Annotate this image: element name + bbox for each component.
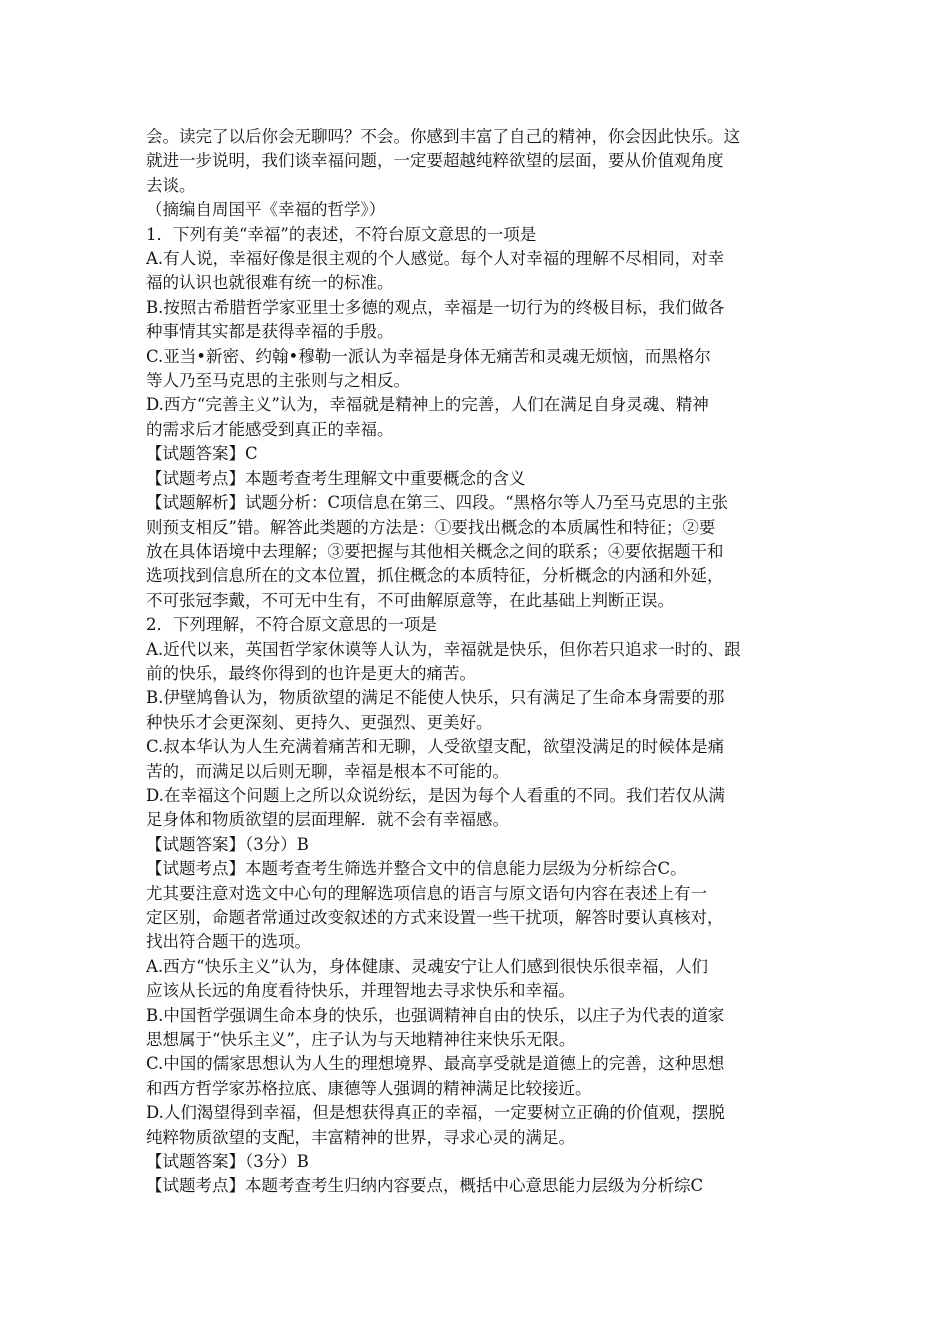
question-3-option-d: 纯粹物质欲望的支配，丰富精神的世界，寻求心灵的满足。: [146, 1127, 575, 1147]
document-body: [146, 125, 812, 1199]
question-1-analysis: 选项找到信息所在的文本位置，抓住概念的本质特征，分析概念的内涵和外延，: [146, 566, 724, 586]
question-1-analysis: 不可张冠李戴，不可无中生有，不可曲解原意等，在此基础上判断正误。: [146, 590, 674, 610]
question-1-option-d: 的需求后才能感受到真正的幸福。: [146, 419, 394, 439]
text-line: 会。读完了以后你会无聊吗？不会。你感到丰富了自己的精神，你会因此快乐。这: [146, 127, 740, 146]
question-3-option-c: 和西方哲学家苏格拉底、康德等人强调的精神满足比较接近。: [146, 1078, 592, 1098]
question-1-option-c: C.亚当•新密、约翰•穆勒一派认为幸福是身体无痛苦和灵魂无烦恼，而黑格尔: [146, 346, 711, 366]
source-citation: （摘编自周国平《幸福的哲学》）: [146, 200, 386, 220]
text-line: 就进一步说明，我们谈幸福问题，一定要超越纯粹欲望的层面，要从价值观角度: [146, 151, 724, 171]
question-2-option-b: B.伊壁鸠鲁认为，物质欲望的满足不能使人快乐，只有满足了生命本身需要的那: [146, 688, 725, 708]
question-1-analysis: 放在具体语境中去理解；③要把握与其他相关概念之间的联系；④要依据题干和: [146, 541, 724, 561]
question-1-analysis: 则预支相反”错。解答此类题的方法是：①要找出概念的本质属性和特征；②要: [146, 517, 716, 537]
question-2-analysis: 定区别，命题者常通过改变叙述的方式来设置一些干扰项，解答时要认真核对，: [146, 908, 724, 927]
question-3-answer: 【试题答案】（3分）B: [146, 1152, 309, 1172]
question-1-answer: 【试题答案】C: [146, 444, 258, 464]
question-3-topic: 【试题考点】本题考查考生归纳内容要点，概括中心意思能力层级为分析综C: [146, 1176, 704, 1196]
question-1-option-b: 种事情其实都是获得幸福的手殷。: [146, 322, 394, 342]
question-2-analysis: 找出符合题干的选项。: [146, 932, 311, 952]
question-2-option-c: C.叔本华认为人生充满着痛苦和无聊，人受欲望支配，欲望没满足的时候体是痛: [146, 737, 725, 757]
question-2-option-d: D.在幸福这个问题上之所以众说纷纭，是因为每个人看重的不同。我们若仅从满: [146, 785, 725, 805]
question-1-option-a: A.有人说，幸福好像是很主观的个人感觉。每个人对幸福的理解不尽相同，对幸: [146, 249, 725, 269]
question-2-option-a: 前的快乐，最终你得到的也许是更大的痛苦。: [146, 663, 476, 683]
question-3-option-b: 思想属于“快乐主义”，庄子认为与天地精神往来快乐无限。: [146, 1030, 576, 1050]
question-2-stem: 2．下列理解，不符合原文意思的一项是: [146, 615, 437, 635]
question-2-option-c: 苦的，而满足以后则无聊，幸福是根本不可能的。: [146, 761, 509, 781]
question-2-topic: 【试题考点】本题考查考生筛选并整合文中的信息能力层级为分析综合C。: [146, 859, 687, 879]
question-2-option-d: 足身体和物质欲望的层面理解．就不会有幸福感。: [146, 810, 509, 830]
question-3-option-b: B.中国哲学强调生命本身的快乐，也强调精神自由的快乐，以庄子为代表的道家: [146, 1005, 725, 1025]
question-2-option-b: 种快乐才会更深刻、更持久、更强烈、更美好。: [146, 712, 493, 732]
question-3-option-c: C.中国的儒家思想认为人生的理想境界、最高享受就是道德上的完善，这种思想: [146, 1054, 725, 1074]
question-1-option-b: B.按照古希腊哲学家亚里士多德的观点，幸福是一切行为的终极目标，我们做各: [146, 297, 725, 317]
question-1-option-c: 等人乃至马克思的主张则与之相反。: [146, 371, 410, 391]
question-3-option-a: A.西方“快乐主义”认为，身体健康、灵魂安宁让人们感到很快乐很幸福，人们: [146, 956, 709, 976]
question-1-option-a: 福的认识也就很难有统一的标准。: [146, 273, 394, 293]
question-1-option-d: D.西方“完善主义”认为，幸福就是精神上的完善，人们在满足自身灵魂、精神: [146, 395, 709, 415]
question-3-option-d: D.人们渴望得到幸福，但是想获得真正的幸福，一定要树立正确的价值观，摆脱: [146, 1103, 725, 1123]
question-1-topic: 【试题考点】本题考查考生理解文中重要概念的含义: [146, 468, 526, 488]
question-2-option-a: A.近代以来，英国哲学家休谟等人认为，幸福就是快乐，但你若只追求一时的、跟: [146, 639, 741, 659]
question-1-stem: 1．下列有美“幸福”的表述，不符台原文意思的一项是: [146, 224, 537, 244]
question-3-option-a: 应该从长远的角度看待快乐，并理智地去寻求快乐和幸福。: [146, 981, 575, 1001]
question-2-analysis: 尤其要注意对选文中心句的理解选项信息的语言与原文语句内容在表述上有一: [146, 883, 707, 903]
question-2-answer: 【试题答案】（3分）B: [146, 834, 309, 854]
text-line: 去谈。: [146, 175, 196, 195]
question-1-analysis: 【试题解析】试题分析：C项信息在第三、四段。“黑格尔等人乃至马克思的主张: [146, 493, 729, 513]
